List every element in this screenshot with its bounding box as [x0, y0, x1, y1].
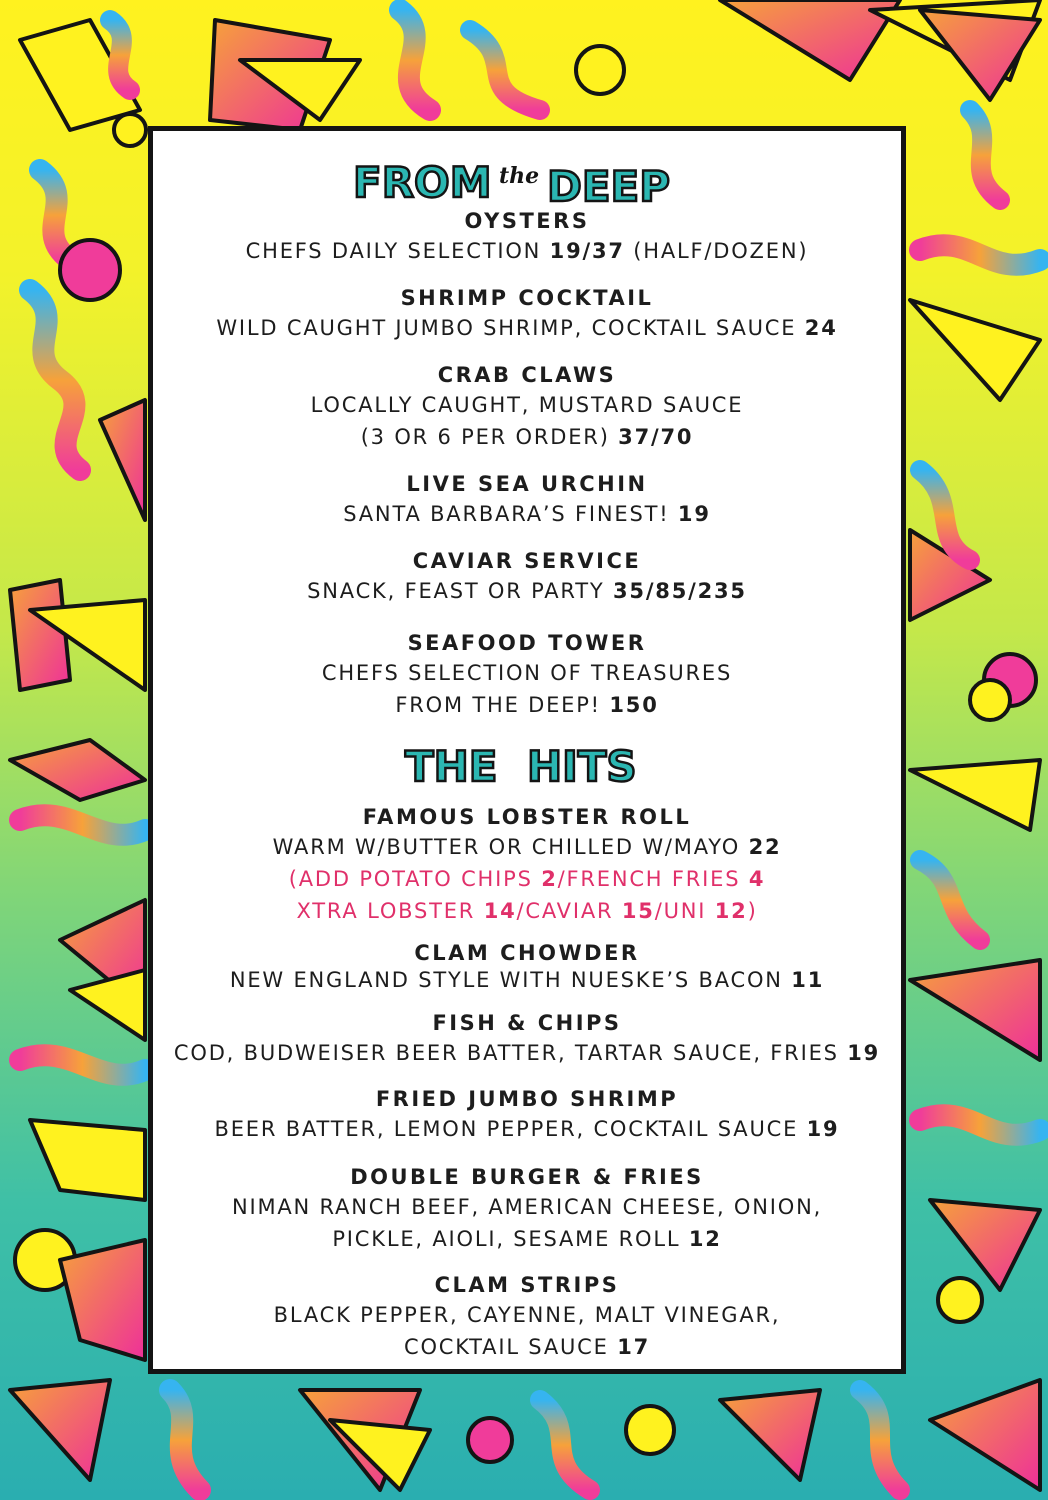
- item-addons-2: XTRA LOBSTER 14/CAVIAR 15/UNI 12): [296, 899, 758, 923]
- menu-item-seafood-tower: [153, 629, 901, 721]
- section-title-main: FROM: [353, 158, 492, 207]
- menu-item-live-sea-urchin: [153, 470, 901, 530]
- item-name: CLAM CHOWDER: [414, 941, 640, 965]
- item-name: OYSTERS: [464, 209, 590, 233]
- section-title-the-hits: [153, 735, 901, 791]
- section-title-logo: [347, 149, 707, 207]
- item-description-2: PICKLE, AIOLI, SESAME ROLL 12: [332, 1227, 722, 1251]
- section-title-small: the: [499, 163, 540, 189]
- item-name: CAVIAR SERVICE: [412, 549, 642, 573]
- menu-item-clam-chowder: [153, 939, 901, 993]
- menu-item-fried-jumbo-shrimp: [153, 1085, 901, 1145]
- menu-item-fish-and-chips: [153, 1009, 901, 1069]
- item-name: LIVE SEA URCHIN: [406, 472, 648, 496]
- item-description: NIMAN RANCH BEEF, AMERICAN CHEESE, ONION,: [231, 1195, 823, 1219]
- item-name: FRIED JUMBO SHRIMP: [375, 1087, 679, 1111]
- item-description: LOCALLY CAUGHT, MUSTARD SAUCE: [310, 393, 744, 417]
- item-name: DOUBLE BURGER & FRIES: [350, 1165, 704, 1189]
- item-name: SHRIMP COCKTAIL: [400, 286, 654, 310]
- section-title-from-the-deep: [153, 149, 901, 207]
- item-name: SEAFOOD TOWER: [407, 631, 647, 655]
- menu-item-caviar-service: [153, 547, 901, 607]
- item-description: NEW ENGLAND STYLE WITH NUESKE’S BACON 11: [229, 968, 825, 992]
- item-description: CHEFS DAILY SELECTION 19/37 (HALF/DOZEN): [245, 239, 809, 263]
- menu-panel: [148, 126, 906, 1374]
- item-name: CLAM STRIPS: [434, 1273, 620, 1297]
- item-description: BLACK PEPPER, CAYENNE, MALT VINEGAR,: [273, 1303, 781, 1327]
- item-description-2: (3 OR 6 PER ORDER) 37/70: [360, 425, 694, 449]
- item-description-2: COCKTAIL SAUCE 17: [403, 1335, 651, 1359]
- item-description-2: FROM THE DEEP! 150: [395, 693, 659, 717]
- menu-item-crab-claws: [153, 361, 901, 453]
- menu-item-famous-lobster-roll: [153, 803, 901, 927]
- item-name: FISH & CHIPS: [432, 1011, 622, 1035]
- item-description: COD, BUDWEISER BEER BATTER, TARTAR SAUCE, FRIES 19: [173, 1041, 881, 1065]
- item-description: SANTA BARBARA’S FINEST! 19: [343, 502, 711, 526]
- menu-item-oysters: [153, 207, 901, 267]
- section-title-end: HITS: [527, 742, 637, 791]
- menu-item-clam-strips: [153, 1271, 901, 1363]
- item-description: SNACK, FEAST OR PARTY 35/85/235: [307, 579, 747, 603]
- section-title-end: DEEP: [547, 162, 671, 207]
- item-name: FAMOUS LOBSTER ROLL: [362, 805, 692, 829]
- section-title-logo: [387, 735, 667, 791]
- item-addons: (ADD POTATO CHIPS 2/FRENCH FRIES 4: [288, 867, 766, 891]
- section-title-main: THE: [405, 742, 498, 791]
- item-description: WARM W/BUTTER OR CHILLED W/MAYO 22: [272, 835, 782, 859]
- item-description: WILD CAUGHT JUMBO SHRIMP, COCKTAIL SAUCE 24: [216, 316, 838, 340]
- menu-item-shrimp-cocktail: [153, 284, 901, 344]
- item-description: BEER BATTER, LEMON PEPPER, COCKTAIL SAUCE 19: [214, 1117, 840, 1141]
- menu-item-double-burger-and-fries: [153, 1163, 901, 1255]
- item-description: CHEFS SELECTION OF TREASURES: [321, 661, 733, 685]
- item-name: CRAB CLAWS: [437, 363, 617, 387]
